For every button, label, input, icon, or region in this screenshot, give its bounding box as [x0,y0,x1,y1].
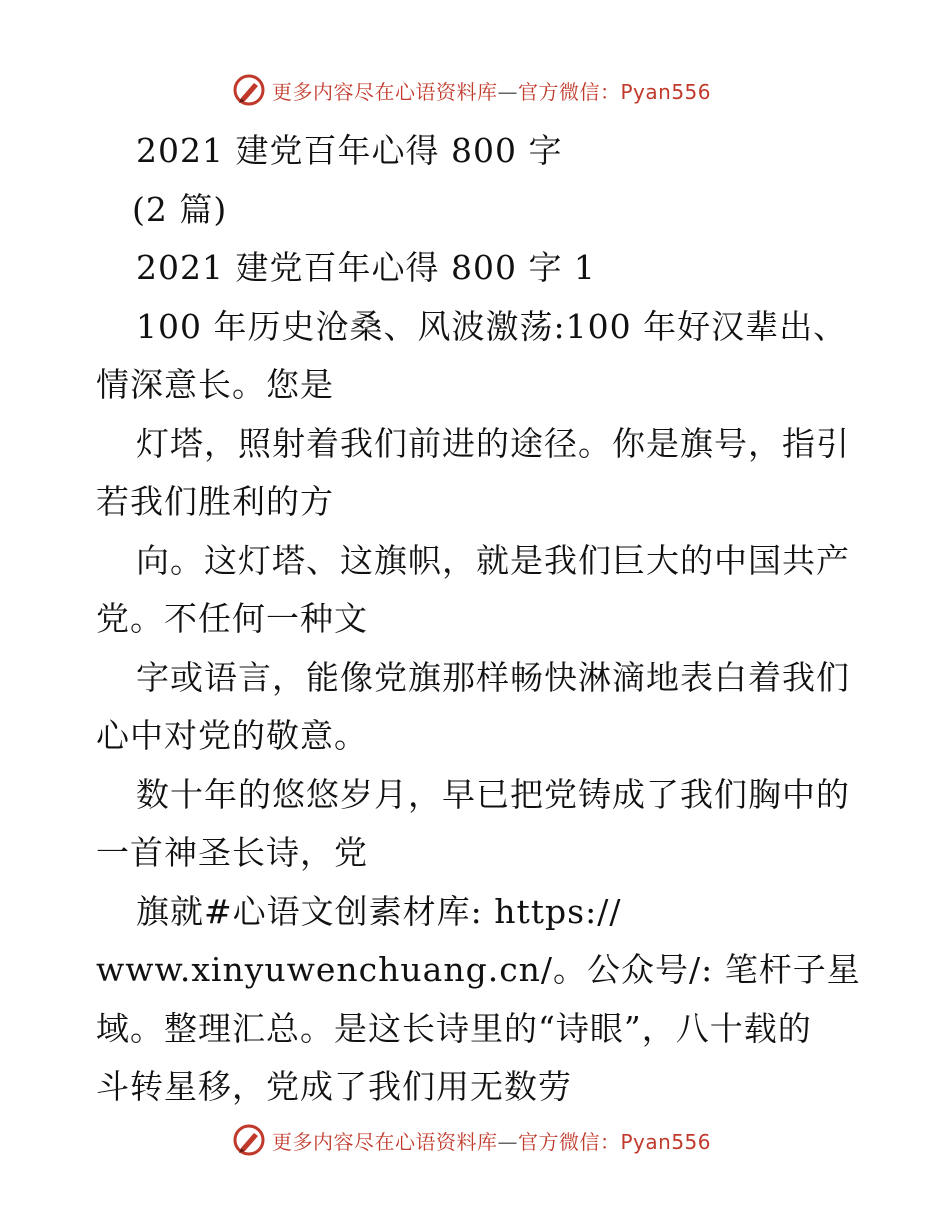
watermark-text [272,76,711,105]
header-watermark [232,72,711,108]
pen-logo-icon [232,1123,266,1157]
paragraph-line: 向。这灯塔、这旗帜，就是我们巨大的中国共产 [136,540,850,580]
paragraph-line: 心中对党的敬意。 [96,716,368,755]
paragraph-line: 情深意长。您是 [96,365,334,404]
paragraph-line: www.xinyuwenchuang.cn/。公众号/: 笔杆子星 [96,950,861,989]
paragraph-line: 若我们胜利的方 [96,482,334,521]
footer-watermark [232,1122,711,1158]
paragraph-line: 斗转星移，党成了我们用无数劳 [96,1067,572,1106]
watermark-contact: 官方微信：Pyan556 [518,1129,712,1154]
paragraph-line: 一首神圣长诗，党 [96,833,368,872]
document-subtitle: (2 篇) [132,189,228,229]
watermark-separator: — [497,79,518,104]
paragraph-line: 字或语言，能像党旗那样畅快淋滴地表白着我们 [136,657,850,697]
pen-logo-icon [232,73,266,107]
paragraph-line: 数十年的悠悠岁月，早已把党铸成了我们胸中的 [136,774,850,814]
paragraph-line: 域。整理汇总。是这长诗里的“诗眼”，八十载的 [96,1008,812,1048]
document-title: 2021 建党百年心得 800 字 [136,131,563,170]
watermark-main: 更多内容尽在心语资料库 [272,1129,498,1154]
paragraph-line: 党。不任何一种文 [96,599,368,638]
paragraph-line: 灯塔，照射着我们前进的途径。你是旗号，指引 [136,423,850,463]
document-body [96,122,861,1117]
watermark-main: 更多内容尽在心语资料库 [272,79,498,104]
watermark-text [272,1126,711,1155]
watermark-separator: — [497,1129,518,1154]
paragraph-line: 旗就#心语文创素材库: https:// [136,891,622,931]
section-heading: 2021 建党百年心得 800 字 1 [136,248,596,287]
watermark-contact: 官方微信：Pyan556 [518,79,712,104]
paragraph-line: 100 年历史沧桑、风波激荡:100 年好汉辈出、 [136,306,848,346]
